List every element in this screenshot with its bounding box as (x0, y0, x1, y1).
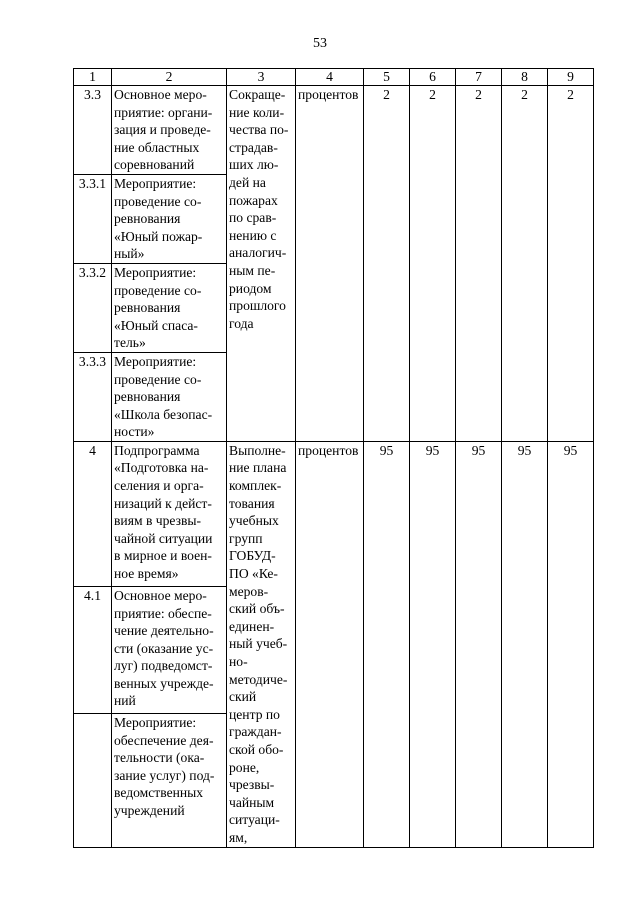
value-cell: 95 (410, 441, 456, 847)
value-cell: 2 (502, 86, 548, 442)
indicator-cell: Выполне- ние плана комплек- тования учебных групп ГОБУД- ПО «Ке- меров- ский объ- единен- ный учеб- но- методиче- ский центр по граждан- ской обо- роне, чрезвы- чайным ситуаци- ям, (227, 441, 296, 847)
value-cell: 95 (364, 441, 410, 847)
header-cell: 2 (112, 69, 227, 86)
row-number: 4 (74, 441, 112, 586)
value-cell: 2 (364, 86, 410, 442)
header-cell: 7 (456, 69, 502, 86)
value-cell: 95 (502, 441, 548, 847)
row-name: Мероприятие: проведение со- ревнования «Юный спаса- тель» (112, 263, 227, 352)
row-name: Основное меро- приятие: обеспе- чение деятельно- сти (оказание ус- луг) подведомст- венных учрежде- ний (112, 586, 227, 713)
row-number: 3.3.3 (74, 352, 112, 441)
row-name: Мероприятие: проведение со- ревнования «Юный пожар- ный» (112, 174, 227, 263)
row-number: 3.3 (74, 86, 112, 175)
header-cell: 9 (548, 69, 594, 86)
indicator-cell: Сокраще- ние коли- чества по- страдав- ших лю- дей на пожарах по срав- нению с аналогич- ным пе- риодом прошлого года (227, 86, 296, 442)
header-cell: 5 (364, 69, 410, 86)
row-number (74, 713, 112, 847)
header-cell: 8 (502, 69, 548, 86)
table-row (74, 86, 594, 175)
header-cell: 1 (74, 69, 112, 86)
value-cell: 2 (410, 86, 456, 442)
value-cell: 2 (456, 86, 502, 442)
row-name: Мероприятие: проведение со- ревнования «Школа безопас- ности» (112, 352, 227, 441)
row-number: 3.3.2 (74, 263, 112, 352)
header-cell: 3 (227, 69, 296, 86)
header-cell: 4 (296, 69, 364, 86)
unit-cell: процентов (296, 441, 364, 847)
header-cell: 6 (410, 69, 456, 86)
header-row (74, 69, 594, 86)
value-cell: 95 (456, 441, 502, 847)
row-number: 4.1 (74, 586, 112, 713)
table-row (74, 441, 594, 586)
page-number: 53 (313, 36, 327, 51)
row-number: 3.3.1 (74, 174, 112, 263)
value-cell: 2 (548, 86, 594, 442)
indicators-table (73, 68, 594, 848)
unit-cell: процентов (296, 86, 364, 442)
row-name: Подпрограмма «Подготовка на- селения и орга- низаций к дейст- виям в чрезвы- чайной ситуации в мирное и воен- ное время» (112, 441, 227, 586)
row-name: Мероприятие: обеспечение дея- тельности (ока- зание услуг) под- ведомственных учреждений (112, 713, 227, 847)
value-cell: 95 (548, 441, 594, 847)
row-name: Основное меро- приятие: органи- зация и проведе- ние областных соревнований (112, 86, 227, 175)
